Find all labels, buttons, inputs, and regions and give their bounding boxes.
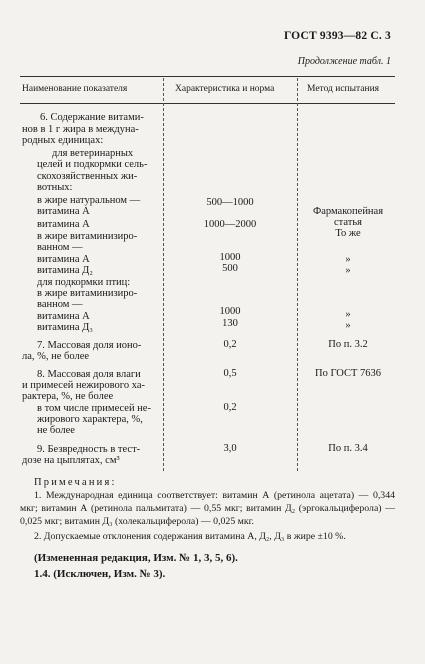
method-value: Фармакопейная — [312, 206, 384, 217]
norm-value: 0,5 — [223, 368, 237, 379]
column-header-norm: Характеристика и норма — [175, 84, 275, 94]
indicator-line: витамина Д₂ — [37, 265, 93, 276]
table-top-rule — [20, 76, 395, 77]
method-value: » — [345, 265, 351, 276]
amendment-note: (Измененная редакция, Изм. № 1, 3, 5, 6). — [34, 552, 238, 564]
norm-value: 1000 — [219, 252, 241, 263]
indicator-line: целей и подкормки сель- — [37, 159, 148, 170]
indicator-line: для ветеринарных — [52, 148, 134, 159]
indicator-line: нов в 1 г жира в междуна- — [22, 124, 139, 135]
indicator-line: жирового характера, %, — [37, 414, 143, 425]
indicator-line: в том числе примесей не- — [37, 403, 151, 414]
indicator-line: 8. Массовая доля влаги — [37, 369, 141, 380]
indicator-line: родных единицах: — [22, 135, 104, 146]
indicator-line: в жире витаминизиро- — [37, 231, 138, 242]
column-header-method: Метод испытания — [307, 84, 380, 94]
method-value: По ГОСТ 7636 — [314, 368, 382, 379]
indicator-line: витамина А — [37, 254, 90, 265]
norm-value: 1000—2000 — [203, 219, 257, 230]
indicator-line: вотных: — [37, 182, 73, 193]
indicator-line: рактера, %, не более — [22, 391, 114, 402]
indicator-line: ванном — — [37, 299, 83, 310]
indicator-line: ла, %, не более — [22, 351, 90, 362]
norm-value: 500 — [222, 263, 238, 274]
method-value: То же — [335, 228, 361, 239]
indicator-line: витамина Д₃ — [37, 322, 93, 333]
norm-value: 3,0 — [223, 443, 237, 454]
indicator-line: витамина А — [37, 219, 90, 230]
indicator-line: не более — [37, 425, 75, 436]
indicator-line: и примесей нежирового ха- — [22, 380, 145, 391]
indicator-line: в жире натуральном — — [37, 195, 141, 206]
indicator-line: ванном — — [37, 242, 83, 253]
norm-value: 0,2 — [223, 402, 237, 413]
excluded-clause-note: 1.4. (Исключен, Изм. № 3). — [34, 568, 166, 580]
indicator-line: 6. Содержание витами- — [40, 112, 144, 123]
note-1: 1. Международная единица соответствует: витамин А (ретинола ацетата) — 0,344 мкг; витамин А (ретинола пальмитата) — 0,55 мкг; витамин Д₂ (эргокальциферола) — 0,025 мкг; витамин Д₃ (холекальциферола) — 0,025 мкг. — [20, 490, 395, 527]
table-header-rule — [20, 103, 395, 104]
indicator-line: в жире витаминизиро- — [37, 288, 138, 299]
method-value: По п. 3.2 — [328, 339, 368, 350]
indicator-line: для подкормки птиц: — [37, 277, 131, 288]
indicator-line: дозе на цыплятах, см³ — [22, 455, 120, 466]
norm-value: 1000 — [219, 306, 241, 317]
notes-title: Примечания: — [34, 477, 117, 488]
method-value: По п. 3.4 — [328, 443, 368, 454]
method-value: » — [345, 254, 351, 265]
method-value: статья — [334, 217, 362, 228]
method-value: » — [345, 309, 351, 320]
indicator-line: скохозяйственных жи- — [37, 171, 138, 182]
column-header-indicator: Наименование показателя — [22, 84, 128, 94]
norm-value: 500—1000 — [206, 197, 254, 208]
indicator-line: 7. Массовая доля ионо- — [37, 340, 142, 351]
indicator-line: витамина А — [37, 311, 90, 322]
method-value: » — [345, 320, 351, 331]
table-continuation-label: Продолжение табл. 1 — [297, 56, 391, 67]
page-reference: ГОСТ 9393—82 С. 3 — [283, 30, 391, 42]
note-2: 2. Допускаемые отклонения содержания витамина А, Д₂, Д₃ в жире ±10 %. — [34, 531, 346, 542]
norm-value: 0,2 — [223, 339, 237, 350]
indicator-line: 9. Безвредность в тест- — [37, 444, 141, 455]
indicator-line: витамина А — [37, 206, 90, 217]
norm-value: 130 — [222, 318, 238, 329]
